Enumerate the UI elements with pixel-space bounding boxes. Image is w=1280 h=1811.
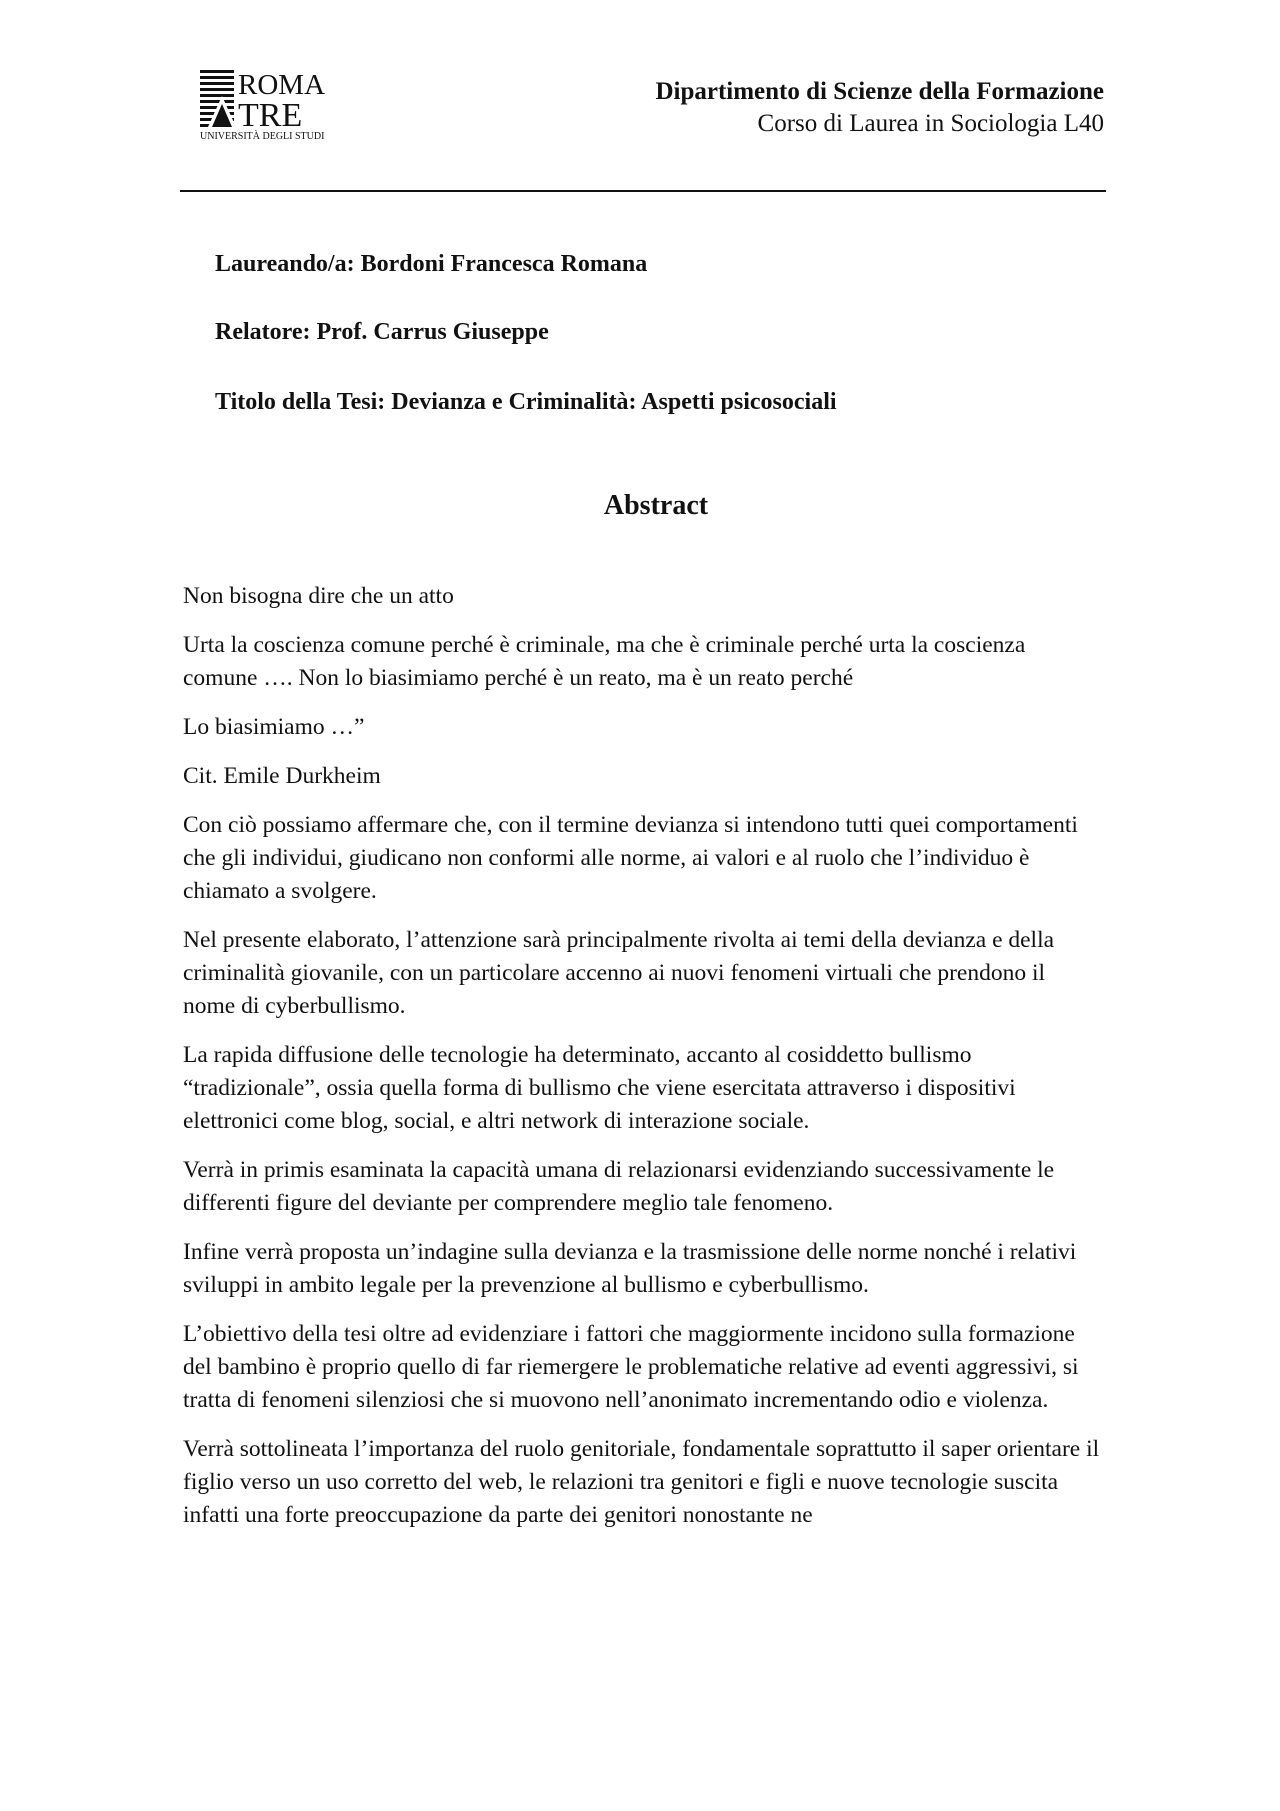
abstract-paragraph: La rapida diffusione delle tecnologie ha determinato, accanto al cosiddetto bullismo “tradizionale”, ossia quella forma di bullismo che viene esercitata attraverso i dispositivi elettronici come blog, social, e altri network di interazione sociale.: [183, 1042, 1016, 1134]
supervisor-name: Relatore: Prof. Carrus Giuseppe: [215, 319, 549, 345]
department-name: Dipartimento di Scienze della Formazione: [655, 78, 1104, 105]
abstract-paragraph: Non bisogna dire che un atto: [183, 583, 454, 609]
svg-text:TRE: TRE: [238, 97, 303, 134]
svg-text:ROMA: ROMA: [238, 69, 326, 101]
department-header: [655, 76, 1104, 140]
abstract-body: [183, 580, 1103, 1548]
abstract-paragraph: Lo biasimiamo …”: [183, 714, 365, 740]
abstract-paragraph: Infine verrà proposta un’indagine sulla devianza e la trasmissione delle norme nonché i relativi sviluppi in ambito legale per la prevenzione al bullismo e cyberbullismo.: [183, 1239, 1077, 1298]
abstract-paragraph: L’obiettivo della tesi oltre ad evidenziare i fattori che maggiormente incidono sulla formazione del bambino è proprio quello di far riemergere le problematiche relative ad eventi aggressivi, si tratta di fenomeni silenziosi che si muovono nell’anonimato incrementando odio e violenza.: [183, 1321, 1079, 1413]
header-divider: [180, 190, 1106, 192]
abstract-paragraph: Verrà sottolineata l’importanza del ruolo genitoriale, fondamentale soprattutto il saper orientare il figlio verso un uso corretto del web, le relazioni tra genitori e figli e nuove tecnologie suscita infatti una forte preoccupazione da parte dei genitori nonostante ne: [183, 1436, 1100, 1528]
abstract-paragraph: Nel presente elaborato, l’attenzione sarà principalmente rivolta ai temi della devianza e della criminalità giovanile, con un particolare accenno ai nuovi fenomeni virtuali che prendono il nome di cyberbullismo.: [183, 927, 1055, 1019]
svg-text:UNIVERSITÀ DEGLI STUDI: UNIVERSITÀ DEGLI STUDI: [200, 131, 325, 142]
student-name: Laureando/a: Bordoni Francesca Romana: [215, 251, 648, 277]
course-name: Corso di Laurea in Sociologia L40: [757, 110, 1104, 137]
roma-tre-logo: [200, 68, 350, 144]
abstract-paragraph: Urta la coscienza comune perché è criminale, ma che è criminale perché urta la coscienza comune …. Non lo biasimiamo perché è un reato, ma è un reato perché: [183, 632, 1026, 691]
abstract-heading: Abstract: [603, 490, 709, 521]
thesis-title: Titolo della Tesi: Devianza e Criminalità: Aspetti psicosociali: [215, 389, 837, 415]
abstract-paragraph: Verrà in primis esaminata la capacità umana di relazionarsi evidenziando successivamente le differenti figure del deviante per comprendere meglio tale fenomeno.: [183, 1157, 1055, 1216]
abstract-paragraph: Con ciò possiamo affermare che, con il termine devianza si intendono tutti quei comportamenti che gli individui, giudicano non conformi alle norme, ai valori e al ruolo che l’individuo è chiamato a svolgere.: [183, 812, 1078, 904]
abstract-paragraph: Cit. Emile Durkheim: [183, 763, 381, 789]
